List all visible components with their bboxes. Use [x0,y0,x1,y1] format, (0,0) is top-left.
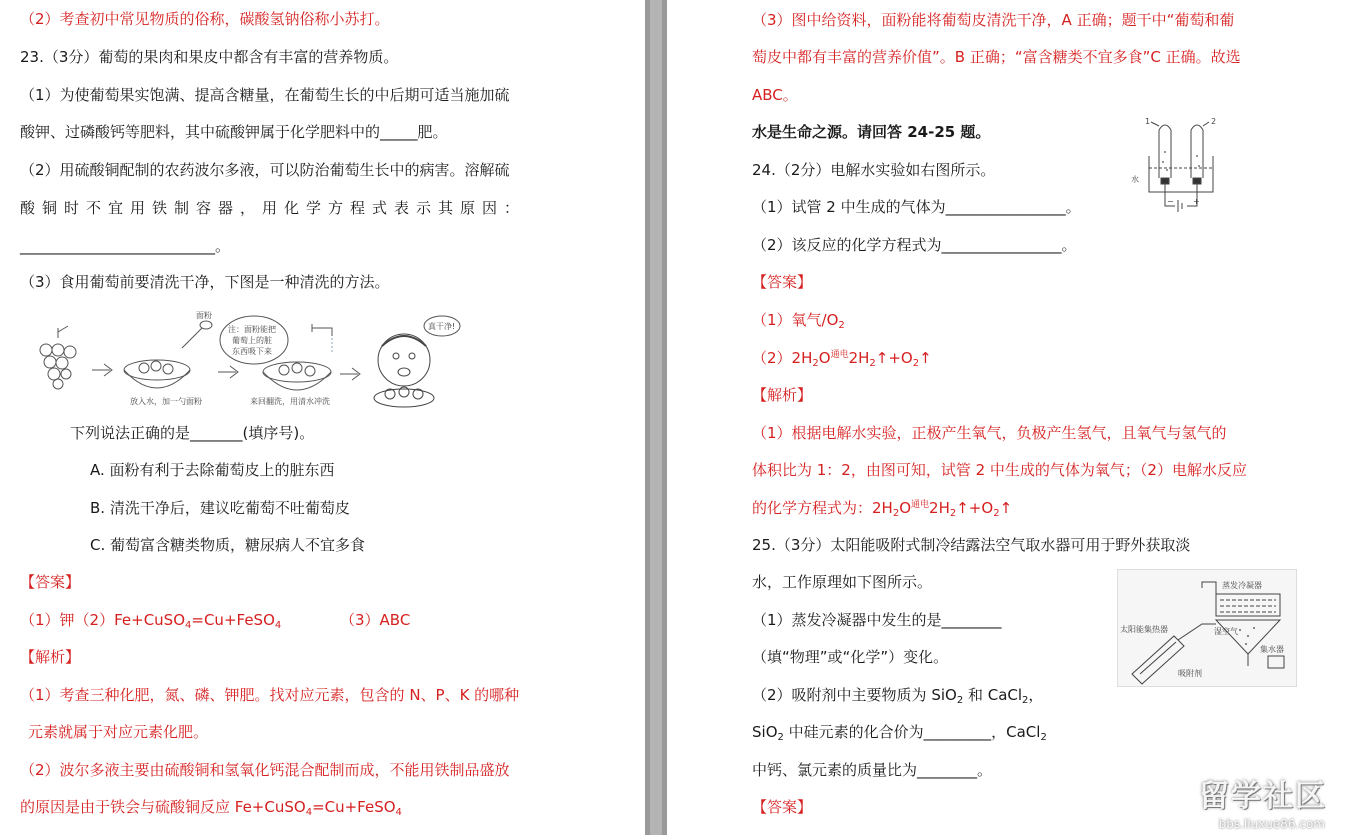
label-flour: 面粉 [196,311,212,320]
text-part: SiO [752,723,778,741]
question-23-ask: 下列说法正确的是_______(填序号)。 [70,424,315,442]
caption-step1: 放入水，加一勺面粉 [130,397,202,406]
tube-1-label: 1 [1145,117,1151,126]
subscript: 4 [395,807,402,818]
tube-2-label: 2 [1211,117,1217,126]
text-line: __________________________。 [20,237,231,255]
text-line: （1）根据电解水实验，正极产生氧气，负极产生氢气，且氧气与氢气的 [752,424,1227,442]
text-line: 酸铜时不宜用铁制容器，用化学方程式表示其原因： [20,199,527,217]
text-line: （3）图中给资料，面粉能将葡萄皮清洗干净，A 正确；题干中“葡萄和葡 [752,11,1235,29]
condenser-label: 蒸发冷凝器 [1222,581,1262,590]
adsorbent-label: 吸附剂 [1178,669,1202,678]
answer-line [752,310,845,330]
reaction-condition: 通电 [830,350,849,360]
text-line [20,797,402,817]
answer-part: =Cu+FeSO [191,611,275,629]
subscript: 2 [869,358,876,369]
reaction-condition: 通电 [911,500,930,510]
plus-label: + [1193,197,1200,206]
subscript: 2 [777,732,784,743]
eq-part: 2H [929,499,950,517]
text-line: 体积比为 1：2，由图可知，试管 2 中生成的气体为氧气；（2）电解水反应 [752,461,1247,479]
text-line: （3）食用葡萄前要清洗干净，下图是一种清洗的方法。 [20,273,390,291]
bubble-text: 真干净! [428,322,456,331]
option-c: C. 葡萄富含糖类物质，糖尿病人不宜多食 [90,536,366,554]
eq-part: （2）2H [752,349,813,367]
eq-part: ↑+O [875,349,913,367]
gutter-shade [650,0,662,835]
left-page [0,0,645,835]
text-line: 酸钾、过磷酸钙等肥料，其中硫酸钾属于化学肥料中的_____肥。 [20,123,448,141]
eq-part: ↑ [999,499,1013,517]
text-line: 元素就属于对应元素化肥。 [28,723,209,741]
subscript: 2 [1040,732,1047,743]
text-line: （1）试管 2 中生成的气体为________________。 [752,198,1081,216]
answer-part-3: （3）ABC [340,611,411,629]
collector-label: 集水器 [1260,645,1284,654]
question-24-title: 24.（2分）电解水实验如右图所示。 [752,161,996,179]
watermark-url: bbs.liuxue86.com [1218,817,1325,831]
text-line: （2）波尔多液主要由硫酸铜和氢氧化钙混合配制而成，不能用铁制品盛放 [20,761,510,779]
text-line: （1）考查三种化肥，氮、磷、钾肥。找对应元素，包含的 N、P、K 的哪种 [20,686,520,704]
question-23-title: 23.（3分）葡萄的果肉和果皮中都含有丰富的营养物质。 [20,48,399,66]
speech-note: 东西吸下来 [232,347,272,356]
eq-part: 2H [848,349,870,367]
eq-part: ↑ [919,349,932,367]
caption-step2: 来回翻洗，用清水冲洗 [250,397,330,406]
subscript: 4 [305,807,313,818]
answer-label: 【答案】 [752,798,813,816]
text-line: （填“物理”或“化学”）变化。 [752,648,949,666]
subscript: 4 [274,620,282,631]
speech-note: 注：面粉能把 [228,325,276,334]
subscript: 2 [838,320,845,331]
answer-label: 【答案】 [20,573,81,591]
eq-part: O [899,499,912,517]
option-b: B. 清洗干净后，建议吃葡萄不吐葡萄皮 [90,499,350,517]
minus-label: − [1167,197,1174,206]
text-line: （2）该反应的化学方程式为________________。 [752,236,1077,254]
text-line: 水，工作原理如下图所示。 [752,573,933,591]
text-line: （1）蒸发冷凝器中发生的是________ [752,611,1002,629]
answer-part: （1）钾（2）Fe+CuSO [20,611,186,629]
answer-part: （1）氧气/O [752,311,839,329]
text-part: 的原因是由于铁会与硫酸铜反应 Fe+CuSO [20,798,306,816]
water-label: 水 [1131,175,1139,184]
text-line: 萄皮中都有丰富的营养价值”。B 正确；“富含糖类不宜多食”C 正确。故选 [752,48,1241,66]
text-line [752,685,1043,705]
text-part: 和 CaCl [963,686,1023,704]
text-line: （1）为使葡萄果实饱满、提高含糖量，在葡萄生长的中后期可适当施加硫 [20,86,510,104]
explanation-label: 【解析】 [752,386,813,404]
text-line: ABC。 [752,86,798,104]
text-part: （2）吸附剂中主要物质为 SiO [752,686,957,704]
right-page [667,0,1345,835]
subscript: 2 [912,358,920,369]
text-line [752,498,1012,518]
eq-part: O [818,349,831,367]
grape-washing-figure [32,308,462,412]
subscript: 2 [993,508,1000,519]
answer-label: 【答案】 [752,273,813,291]
answer-line [20,610,281,630]
section-heading: 水是生命之源。请回答 24-25 题。 [752,123,991,141]
subscript: 2 [956,695,964,706]
water-collector-figure [1117,569,1297,687]
question-25-title: 25.（3分）太阳能吸附式制冷结露法空气取水器可用于野外获取淡 [752,536,1191,554]
speech-note: 葡萄上的脏 [232,336,272,345]
text-line [752,722,1047,742]
subscript: 2 [812,358,819,369]
subscript: 2 [892,508,900,519]
eq-part: 的化学方程式为：2H [752,499,893,517]
watermark-logo: 留学社区 [1199,779,1327,814]
text-line: 中钙、氯元素的质量比为________。 [752,761,993,779]
subscript: 2 [949,508,957,519]
eq-part: ↑+O [956,499,994,517]
electrolysis-figure [1127,112,1227,220]
text-line: （2）考查初中常见物质的俗称，碳酸氢钠俗称小苏打。 [20,10,390,28]
page-gutter [645,0,667,835]
solar-label: 太阳能集热器 [1120,625,1168,634]
text-part: ， [1028,686,1044,704]
explanation-label: 【解析】 [20,648,81,666]
answer-equation [752,348,932,368]
subscript: 4 [185,620,192,631]
subscript: 2 [1022,695,1029,706]
text-part: =Cu+FeSO [312,798,396,816]
air-label: 湿空气 [1214,627,1238,636]
option-a: A. 面粉有利于去除葡萄皮上的脏东西 [90,461,335,479]
text-line: （2）用硫酸铜配制的农药波尔多液，可以防治葡萄生长中的病害。溶解硫 [20,161,510,179]
text-part: 中硅元素的化合价为_________，CaCl [783,723,1041,741]
